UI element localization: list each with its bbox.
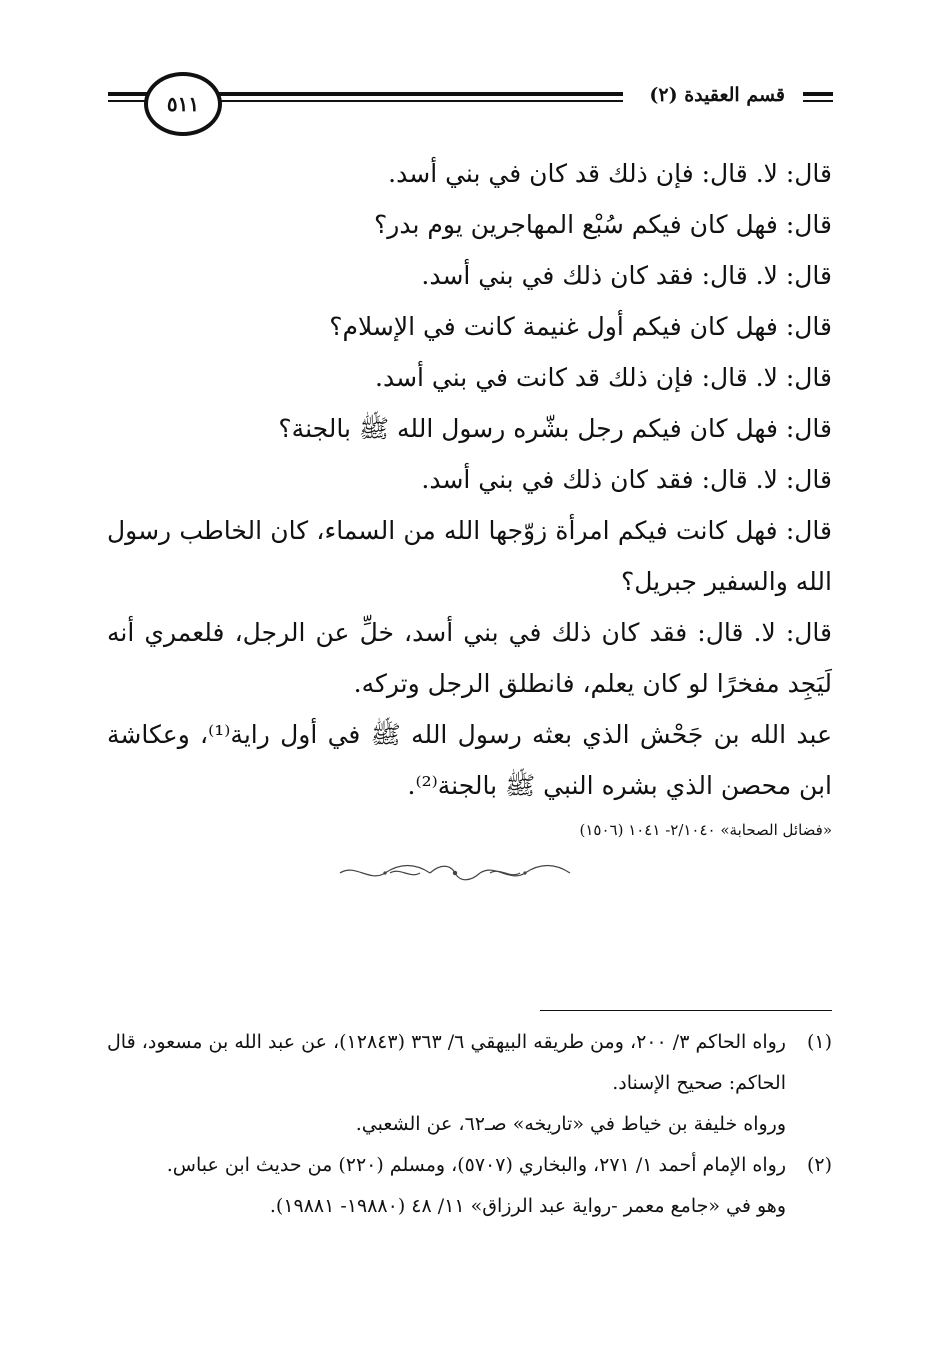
header-rule-right-bottom xyxy=(803,100,833,102)
text-line: قال: فهل كان فيكم أول غنيمة كانت في الإسلام؟ xyxy=(329,312,832,341)
text-line: قال: لا. قال: فإن ذلك قد كان في بني أسد. xyxy=(388,159,832,188)
page-header xyxy=(108,70,833,130)
footnote-subtext: وهو في «جامع معمر -رواية عبد الرزاق» ١١/ ٤٨ (١٩٨٨٠- ١٩٨٨١). xyxy=(269,1195,786,1217)
text-line: قال: لا. قال: فإن ذلك قد كانت في بني أسد. xyxy=(375,363,832,392)
text-paragraph: قال: لا. قال: فقد كان ذلك في بني أسد، خلِّ عن الرجل، فلعمري أنه لَيَجِد مفخرًا لو كان يعلم، فانطلق الرجل وتركه. xyxy=(107,618,832,698)
footnotes xyxy=(107,1022,832,1227)
footnote xyxy=(107,1022,832,1104)
footnote-number: (٢) xyxy=(806,1154,832,1176)
header-rule-middle-bottom xyxy=(218,100,623,102)
footnote-separator xyxy=(540,1010,832,1011)
text-line: قال: فهل كان فيكم رجل بشّره رسول الله ﷺ بالجنة؟ xyxy=(278,414,832,443)
text-line: قال: لا. قال: فقد كان ذلك في بني أسد. xyxy=(421,465,832,494)
ornament-divider-icon xyxy=(330,858,580,888)
header-rule-left-top xyxy=(108,92,148,96)
main-text xyxy=(107,148,832,843)
footnote-number: (١) xyxy=(806,1031,832,1053)
footnote-subtext: ورواه خليفة بن خياط في «تاريخه» صـ٦٢، عن الشعبي. xyxy=(355,1113,786,1135)
header-rule-left-bottom xyxy=(108,100,148,102)
footnote-text: رواه الإمام أحمد ١/ ٢٧١، والبخاري (٥٧٠٧)، ومسلم (٢٢٠) من حديث ابن عباس. xyxy=(166,1154,786,1176)
footnote xyxy=(107,1145,832,1186)
text-paragraph: عبد الله بن جَحْش الذي بعثه رسول الله ﷺ في أول راية⁽¹⁾، وعكاشة ابن محصن الذي بشره النبي ﷺ بالجنة⁽²⁾. xyxy=(107,720,832,800)
text-paragraph: قال: فهل كانت فيكم امرأة زوّجها الله من السماء، كان الخاطب رسول الله والسفير جبريل؟ xyxy=(107,516,832,596)
section-title: قسم العقيدة (٢) xyxy=(641,84,793,106)
footnote-text: رواه الحاكم ٣/ ٢٠٠، ومن طريقه البيهقي ٦/ ٣٦٣ (١٢٨٤٣)، عن عبد الله بن مسعود، قال الحاكم: صحيح الإسناد. xyxy=(107,1031,786,1094)
header-rule-middle-top xyxy=(218,92,623,96)
text-line: قال: لا. قال: فقد كان ذلك في بني أسد. xyxy=(421,261,832,290)
header-rule-right-top xyxy=(803,92,833,96)
source-reference: «فضائل الصحابة» ٢/١٠٤٠- ١٠٤١ (١٥٠٦) xyxy=(579,821,832,839)
text-line: قال: فهل كان فيكم سُبْع المهاجرين يوم بدر؟ xyxy=(374,210,832,239)
page-number: ٥١١ xyxy=(144,72,222,136)
